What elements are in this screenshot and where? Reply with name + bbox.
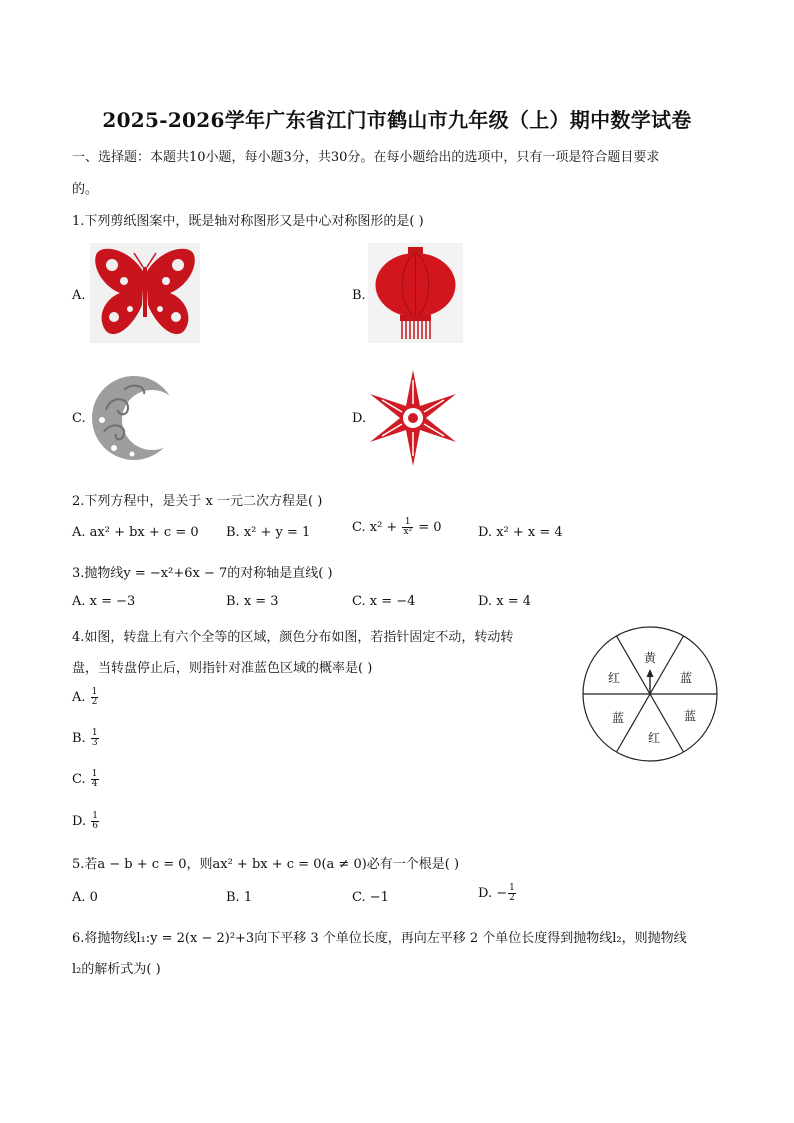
q1-option-a-label: A. bbox=[72, 288, 86, 303]
q4-option-a-fraction bbox=[91, 688, 99, 707]
fraction-denominator: 6 bbox=[92, 821, 98, 831]
q5-stem: 5.若a − b + c = 0，则ax² + bx + c = 0(a ≠ 0)必有一个根是( ) bbox=[72, 857, 460, 872]
fraction-denominator: x² bbox=[403, 527, 413, 537]
q2-option-a: A. ax² + bx + c = 0 bbox=[72, 525, 199, 540]
fraction-denominator: 4 bbox=[91, 779, 98, 789]
q2-option-c-head: C. x² + bbox=[352, 520, 402, 535]
q1-option-b-label: B. bbox=[352, 288, 366, 303]
lantern-papercut-image bbox=[368, 243, 463, 343]
section-instruction-line2: 的。 bbox=[72, 182, 99, 197]
fraction-denominator: 2 bbox=[509, 893, 515, 903]
spinner-sector-label: 蓝 bbox=[679, 671, 693, 685]
butterfly-papercut-image bbox=[90, 243, 200, 343]
q3-option-c: C. x = −4 bbox=[352, 594, 416, 609]
spinner-sector-label: 红 bbox=[647, 731, 661, 745]
fraction-denominator: 3 bbox=[91, 738, 98, 748]
q6-stem-line2: l₂的解析式为( ) bbox=[72, 962, 161, 977]
q4-stem-line2: 盘，当转盘停止后，则指针对准蓝色区域的概率是( ) bbox=[72, 661, 373, 676]
page-title: 2025-2026学年广东省江门市鹤山市九年级（上）期中数学试卷 bbox=[102, 108, 692, 132]
fraction-denominator: 2 bbox=[91, 697, 98, 707]
section-instruction-line1: 一、选择题：本题共10小题，每小题3分，共30分。在每小题给出的选项中，只有一项是符合题目要求 bbox=[72, 150, 660, 165]
option-label: A. bbox=[72, 690, 86, 705]
fraction-numerator: 1 bbox=[91, 769, 98, 779]
q5-option-d-head: D. − bbox=[478, 886, 508, 901]
snowflake-papercut-image bbox=[368, 368, 458, 468]
q5-option-c: C. −1 bbox=[352, 890, 389, 905]
fraction-numerator: 1 bbox=[509, 883, 515, 893]
q1-option-d-label: D. bbox=[352, 411, 367, 426]
q5-option-b: B. 1 bbox=[226, 890, 253, 905]
q5-option-d bbox=[478, 884, 517, 903]
q2-stem: 2.下列方程中，是关于 x 一元二次方程是( ) bbox=[72, 494, 323, 509]
q2-option-d: D. x² + x = 4 bbox=[478, 525, 563, 540]
q3-option-a: A. x = −3 bbox=[72, 594, 136, 609]
spinner-figure bbox=[580, 624, 720, 764]
q4-option-d-fraction bbox=[91, 812, 99, 831]
q2-option-b: B. x² + y = 1 bbox=[226, 525, 311, 540]
fraction-numerator: 1 bbox=[402, 518, 413, 528]
option-label: D. bbox=[72, 814, 87, 829]
spinner-sector-label: 黄 bbox=[643, 651, 657, 665]
spinner-sector-label: 蓝 bbox=[611, 711, 625, 725]
q2-option-c bbox=[352, 518, 442, 537]
q3-option-b: B. x = 3 bbox=[226, 594, 279, 609]
q4-option-c bbox=[72, 770, 100, 789]
q4-option-a bbox=[72, 688, 99, 707]
spinner-sector-label: 蓝 bbox=[683, 709, 697, 723]
cloud-swirl-papercut-image bbox=[88, 370, 188, 465]
q6-stem-line1: 6.将抛物线l₁:y = 2(x − 2)²+3向下平移 3 个单位长度，再向左平移 2 个单位长度得到抛物线l₂，则抛物线 bbox=[72, 931, 687, 946]
q2-option-c-tail: = 0 bbox=[414, 520, 442, 535]
fraction-numerator: 1 bbox=[91, 687, 98, 697]
q1-option-c-label: C. bbox=[72, 411, 86, 426]
q4-option-c-fraction bbox=[91, 770, 99, 789]
fraction-numerator: 1 bbox=[91, 728, 98, 738]
q2-option-c-fraction bbox=[402, 518, 413, 537]
q4-option-b bbox=[72, 729, 100, 748]
spinner-sector-label: 红 bbox=[607, 671, 621, 685]
q4-option-b-fraction bbox=[91, 729, 99, 748]
q5-option-d-fraction bbox=[508, 884, 516, 903]
q3-option-d: D. x = 4 bbox=[478, 594, 531, 609]
q4-stem-line1: 4.如图，转盘上有六个全等的区域，颜色分布如图，若指针固定不动，转动转 bbox=[72, 630, 514, 645]
fraction-numerator: 1 bbox=[92, 811, 98, 821]
q1-stem: 1.下列剪纸图案中，既是轴对称图形又是中心对称图形的是( ) bbox=[72, 214, 424, 229]
q3-stem: 3.抛物线y = −x²+6x − 7的对称轴是直线( ) bbox=[72, 566, 333, 581]
q5-option-a: A. 0 bbox=[72, 890, 98, 905]
option-label: C. bbox=[72, 772, 86, 787]
option-label: B. bbox=[72, 731, 86, 746]
q4-option-d bbox=[72, 812, 100, 831]
